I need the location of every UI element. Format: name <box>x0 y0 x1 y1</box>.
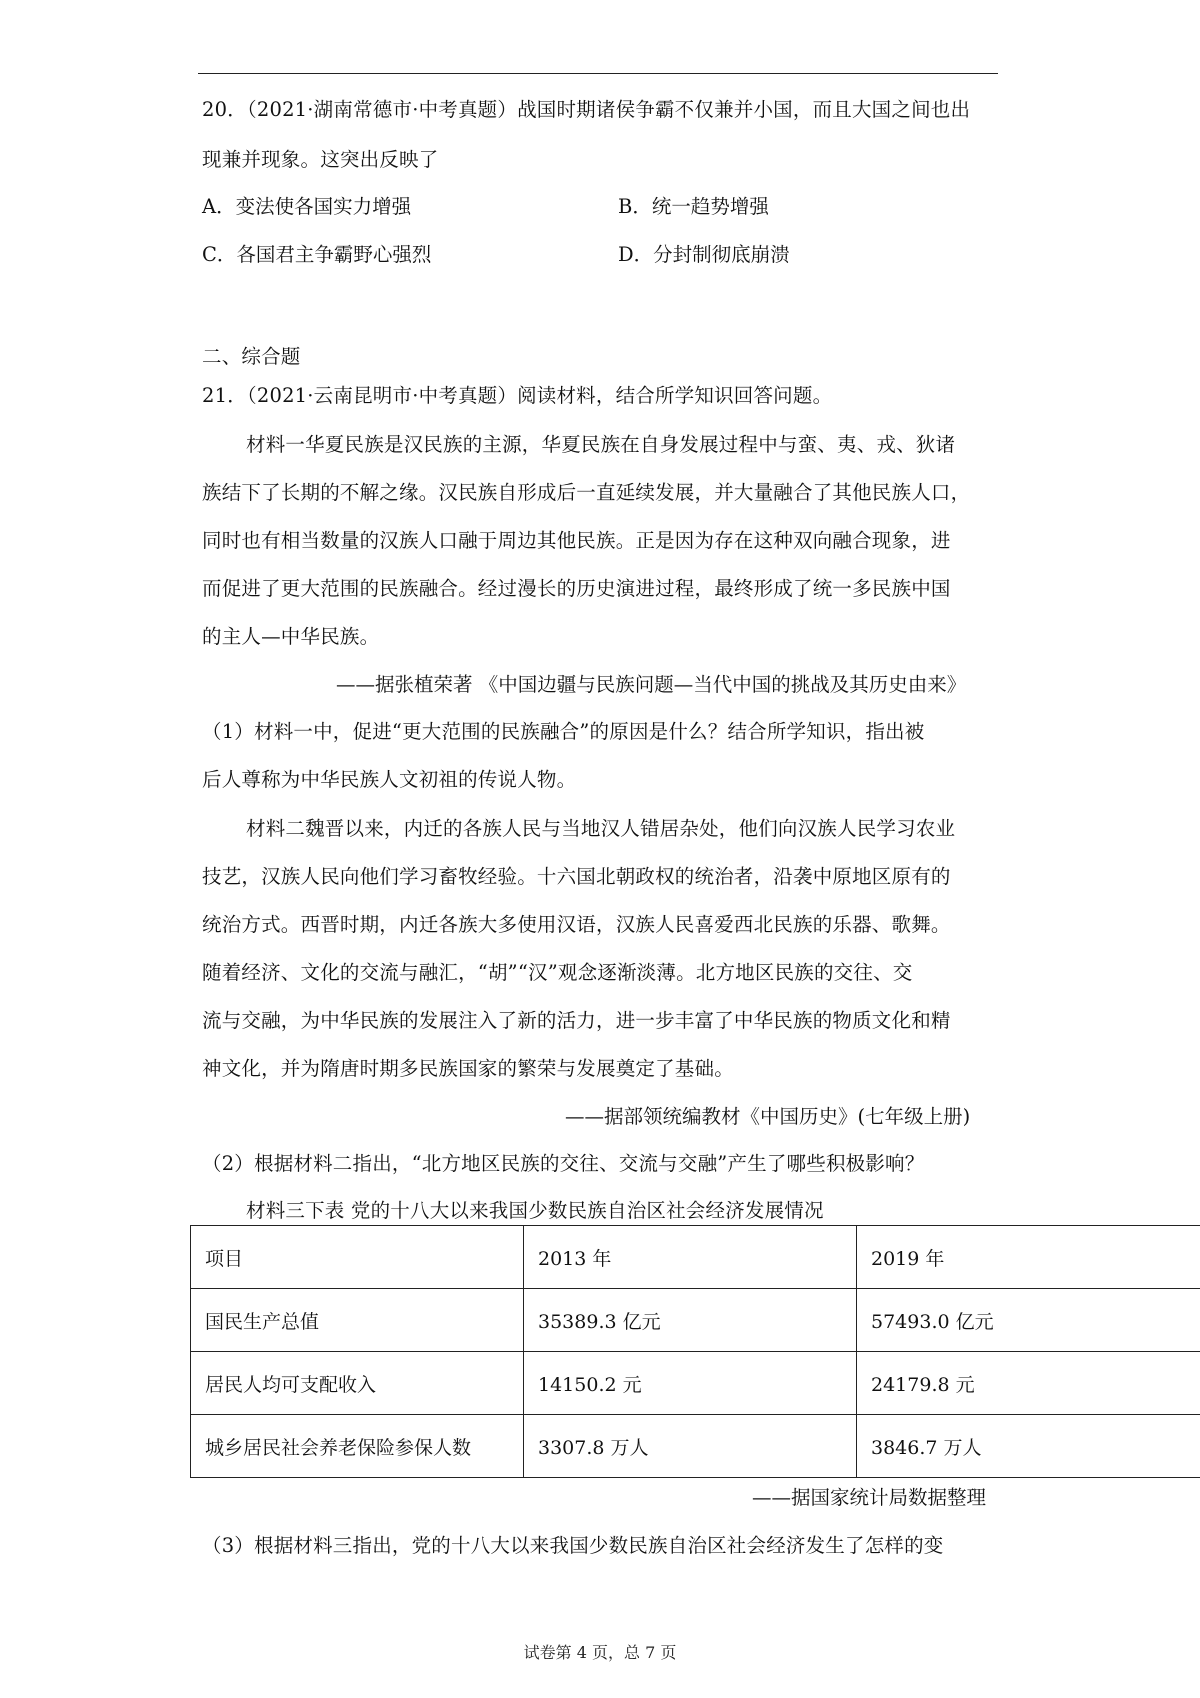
material2-line: 统治方式。西晋时期，内迁各族大多使用汉语，汉族人民喜爱西北民族的乐器、歌舞。 <box>202 913 951 936</box>
table-row <box>191 1352 1200 1415</box>
material3-source: ——据国家统计局数据整理 <box>752 1486 987 1509</box>
table-cell: 35389.3 亿元 <box>524 1289 857 1352</box>
q20-option-a: A．变法使各国实力增强 <box>202 195 412 218</box>
material2-line: 材料二魏晋以来，内迁的各族人民与当地汉人错居杂处，他们向汉族人民学习农业 <box>246 817 956 840</box>
material1-line: 的主人—中华民族。 <box>202 625 380 648</box>
q20-stem-line1: 20．（2021·湖南常德市·中考真题）战国时期诸侯争霸不仅兼并小国，而且大国之间也出 <box>202 98 971 121</box>
section-title: 二、综合题 <box>202 345 301 368</box>
table-cell: 3846.7 万人 <box>857 1415 1200 1478</box>
table-header-cell: 项目 <box>191 1226 524 1289</box>
table-row <box>191 1415 1200 1478</box>
material1-line: 族结下了长期的不解之缘。汉民族自形成后一直延续发展，并大量融合了其他民族人口， <box>202 481 971 504</box>
table-cell: 居民人均可支配收入 <box>191 1352 524 1415</box>
material1-line: 材料一华夏民族是汉民族的主源，华夏民族在自身发展过程中与蛮、夷、戎、狄诸 <box>246 433 956 456</box>
material3-caption: 材料三下表 党的十八大以来我国少数民族自治区社会经济发展情况 <box>246 1199 824 1222</box>
q21-sub1-line: （1）材料一中，促进“更大范围的民族融合”的原因是什么？结合所学知识，指出被 <box>202 720 925 743</box>
material1-source: ——据张植荣著 《中国边疆与民族问题—当代中国的挑战及其历史由来》 <box>336 673 967 696</box>
q21-sub1-line: 后人尊称为中华民族人文初祖的传说人物。 <box>202 768 577 791</box>
q21-sub2: （2）根据材料二指出，“北方地区民族的交往、交流与交融”产生了哪些积极影响？ <box>202 1152 925 1175</box>
q20-option-b: B．统一趋势增强 <box>618 195 769 218</box>
table-cell: 国民生产总值 <box>191 1289 524 1352</box>
material3-table <box>190 1225 1200 1478</box>
page-footer: 试卷第 4 页，总 7 页 <box>523 1643 677 1662</box>
header-rule <box>198 73 998 74</box>
table-header-cell: 2013 年 <box>524 1226 857 1289</box>
q21-head: 21．（2021·云南昆明市·中考真题）阅读材料，结合所学知识回答问题。 <box>202 384 833 407</box>
material2-line: 流与交融，为中华民族的发展注入了新的活力，进一步丰富了中华民族的物质文化和精 <box>202 1009 951 1032</box>
table-cell: 57493.0 亿元 <box>857 1289 1200 1352</box>
q21-sub3: （3）根据材料三指出，党的十八大以来我国少数民族自治区社会经济发生了怎样的变 <box>202 1534 944 1557</box>
material1-line: 而促进了更大范围的民族融合。经过漫长的历史演进过程，最终形成了统一多民族中国 <box>202 577 951 600</box>
material2-line: 神文化，并为隋唐时期多民族国家的繁荣与发展奠定了基础。 <box>202 1057 734 1080</box>
material1-line: 同时也有相当数量的汉族人口融于周边其他民族。正是因为存在这种双向融合现象，进 <box>202 529 951 552</box>
q20-stem-line2: 现兼并现象。这突出反映了 <box>202 148 439 171</box>
table-header-cell: 2019 年 <box>857 1226 1200 1289</box>
table-row <box>191 1289 1200 1352</box>
table-cell: 14150.2 元 <box>524 1352 857 1415</box>
table-cell: 城乡居民社会养老保险参保人数 <box>191 1415 524 1478</box>
material2-source: ——据部领统编教材《中国历史》(七年级上册) <box>565 1105 971 1128</box>
q20-option-d: D．分封制彻底崩溃 <box>618 243 790 266</box>
q20-option-c: C．各国君主争霸野心强烈 <box>202 243 432 266</box>
table-header-row <box>191 1226 1200 1289</box>
material2-line: 技艺，汉族人民向他们学习畜牧经验。十六国北朝政权的统治者，沿袭中原地区原有的 <box>202 865 951 888</box>
table-cell: 24179.8 元 <box>857 1352 1200 1415</box>
table-cell: 3307.8 万人 <box>524 1415 857 1478</box>
material2-line: 随着经济、文化的交流与融汇，“胡”“汉”观念逐渐淡薄。北方地区民族的交往、交 <box>202 961 913 984</box>
